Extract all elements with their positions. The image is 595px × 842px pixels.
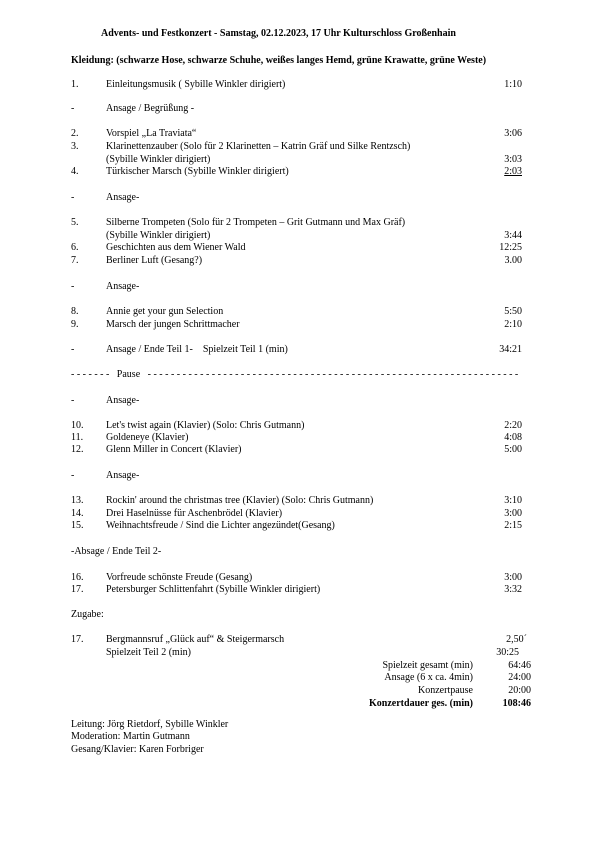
item-title: Goldeneye (Klavier) [106,432,189,443]
item-number: 3. [71,141,79,152]
item-title: Vorspiel „La Traviata“ [106,128,197,139]
item-number: 10. [71,420,84,431]
item-duration: 2:03 [504,166,522,177]
item-number: 17. [71,584,84,595]
item-duration: 3:44 [504,230,522,241]
credit-gesang: Gesang/Klavier: Karen Forbriger [71,744,204,755]
item-duration: 3:00 [504,572,522,583]
item-duration: 2:20 [504,420,522,431]
item-title: Let's twist again (Klavier) (Solo: Chris Gutmann) [106,420,305,431]
item-duration: 2,50´ [506,634,527,645]
item-duration: 3:03 [504,154,522,165]
item-number: 16. [71,572,84,583]
item-number: 5. [71,217,79,228]
item-title: Silberne Trompeten (Solo für 2 Trompeten – Grit Gutmann und Max Gräf) [106,217,406,228]
item-title: Vorfreude schönste Freude (Gesang) [106,572,253,583]
item-duration: 4:08 [504,432,522,443]
item-dash: - [71,344,75,355]
end-part-1-text: Ansage / Ende Teil 1- Spielzeit Teil 1 (min) [106,344,288,355]
item-title: Klarinettenzauber (Solo für 2 Klarinetten – Katrin Gräf und Silke Rentzsch) [106,141,411,152]
item-number: 9. [71,319,79,330]
item-title: Geschichten aus dem Wiener Wald [106,242,246,253]
end-part-2: -Absage / Ende Teil 2- [71,546,162,557]
item-number: 14. [71,508,84,519]
credit-leitung: Leitung: Jörg Rietdorf, Sybille Winkler [71,719,229,730]
item-number: 13. [71,495,84,506]
item-number: 17. [71,634,84,645]
item-title: Weihnachtsfreude / Sind die Lichter angezündet(Gesang) [106,520,335,531]
concert-duration-value: 108:46 [502,698,531,709]
concert-duration-label: Konzertdauer ges. (min) [369,698,473,709]
announcement-text: Ansage / Begrüßung - [106,103,195,114]
item-title: Rockin' around the christmas tree (Klavier) (Solo: Chris Gutmann) [106,495,374,506]
item-dash: - [71,470,75,481]
announcements-value: 24:00 [508,672,531,683]
announcement-text: Ansage- [106,281,140,292]
item-subtitle: (Sybille Winkler dirigiert) [106,154,211,165]
announcement-text: Ansage- [106,395,140,406]
item-duration: 3:10 [504,495,522,506]
item-dash: - [71,281,75,292]
credit-moderation: Moderation: Martin Gutmann [71,731,190,742]
item-number: 15. [71,520,84,531]
item-title: Drei Haselnüsse für Aschenbrödel (Klavier) [106,508,283,519]
item-duration: 2:15 [504,520,522,531]
item-number: 11. [71,432,84,443]
item-title: Türkischer Marsch (Sybille Winkler dirigiert) [106,166,289,177]
item-duration: 12:25 [499,242,522,253]
item-number: 7. [71,255,79,266]
item-title: Petersburger Schlittenfahrt (Sybille Winkler dirigiert) [106,584,321,595]
item-duration: 3:32 [504,584,522,595]
total-playtime-label: Spielzeit gesamt (min) [382,660,473,671]
item-duration: 5:50 [504,306,522,317]
item-duration: 3:06 [504,128,522,139]
item-title: Einleitungsmusik ( Sybille Winkler dirigiert) [106,79,286,90]
item-title: Bergmannsruf „Glück auf“ & Steigermarsch [106,634,285,645]
item-subtitle: (Sybille Winkler dirigiert) [106,230,211,241]
document-title: Advents- und Festkonzert - Samstag, 02.12.2023, 17 Uhr Kulturschloss Großenhain [101,28,456,39]
encore-heading: Zugabe: [71,609,104,620]
part-2-total: 30:25 [496,647,519,658]
dress-code: Kleidung: (schwarze Hose, schwarze Schuhe, weißes langes Hemd, grüne Krawatte, grüne Weste) [71,55,487,66]
item-title: Marsch der jungen Schrittmacher [106,319,240,330]
part-2-label: Spielzeit Teil 2 (min) [106,647,191,658]
item-number: 6. [71,242,79,253]
item-number: 8. [71,306,79,317]
item-duration: 3:00 [504,508,522,519]
item-duration: 2:10 [504,319,522,330]
item-number: 4. [71,166,79,177]
item-dash: - [71,103,75,114]
item-number: 12. [71,444,84,455]
intermission-value: 20:00 [508,685,531,696]
item-number: 2. [71,128,79,139]
item-number: 1. [71,79,79,90]
announcements-label: Ansage (6 x ca. 4min) [384,672,473,683]
item-dash: - [71,395,75,406]
item-duration: 3.00 [504,255,522,266]
part-1-total: 34:21 [499,344,522,355]
item-duration: 1:10 [504,79,522,90]
item-dash: - [71,192,75,203]
item-duration: 5:00 [504,444,522,455]
announcement-text: Ansage- [106,470,140,481]
announcement-text: Ansage- [106,192,140,203]
pause-separator: - - - - - - - Pause - - - - - - - - - - - - - - - - - - - - - - - - - - - - - - - - - - - - - - - - - - - - - - - - - - - - - - - - - - - - - - - - [71,369,519,380]
item-title: Annie get your gun Selection [106,306,224,317]
item-title: Berliner Luft (Gesang?) [106,255,203,266]
item-title: Glenn Miller in Concert (Klavier) [106,444,242,455]
intermission-label: Konzertpause [418,685,473,696]
total-playtime-value: 64:46 [508,660,531,671]
